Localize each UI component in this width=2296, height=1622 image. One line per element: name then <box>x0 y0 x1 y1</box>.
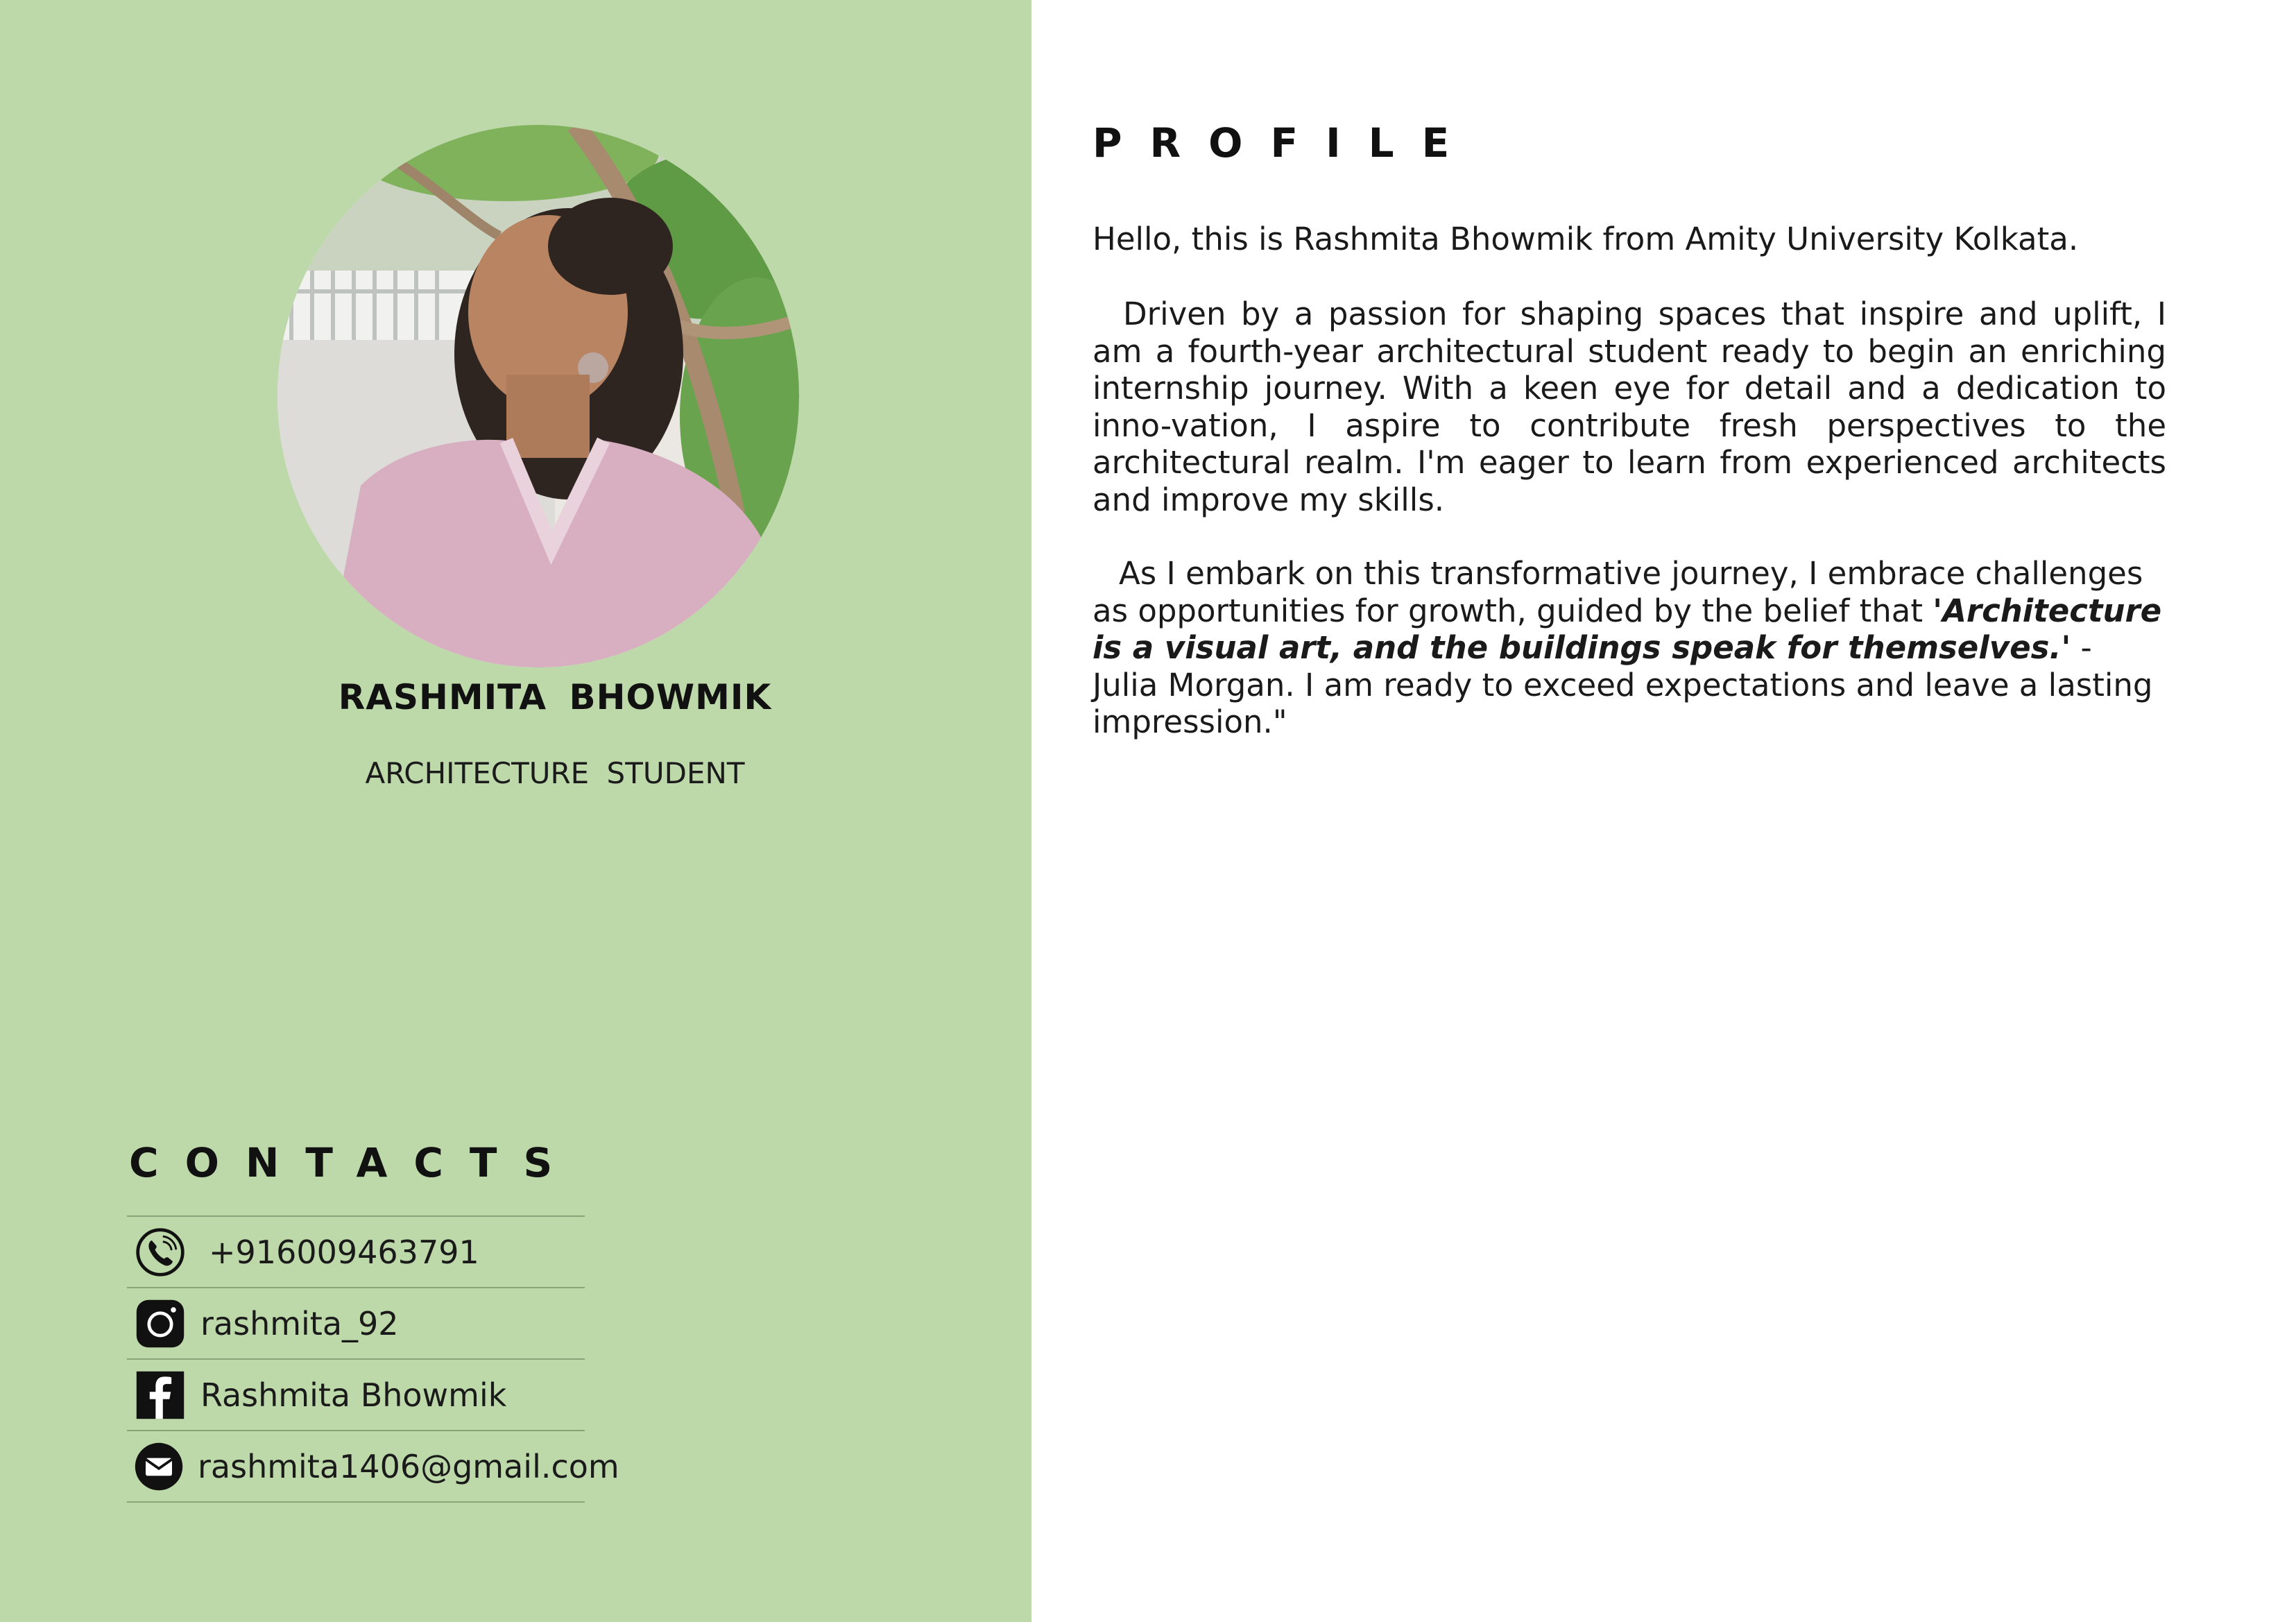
contact-facebook <box>127 1358 585 1430</box>
paragraph-3-text: As I embark on this transformative journey, I embrace challenges as opportunities for growth, guided by the belief that <box>1093 555 2143 629</box>
profile-photo <box>277 125 799 667</box>
facebook-icon <box>132 1367 188 1423</box>
person-role: ARCHITECTURE STUDENT <box>365 756 745 790</box>
contact-list <box>127 1215 619 1503</box>
contact-phone-text[interactable]: +916009463791 <box>209 1233 479 1271</box>
person-name: RASHMITA BHOWMIK <box>338 677 772 717</box>
profile-paragraph-2: Driven by a passion for shaping spaces that inspire and uplift, I am a fourth-year architectural student ready to begin an enriching internship journey. With a keen eye for detail and a dedication to inno-vation, I aspire to contribute fresh perspectives to the architectural realm. I'm eager to learn from experienced architects and improve my skills. <box>1093 296 2166 518</box>
contacts-heading: CONTACTS <box>129 1139 579 1186</box>
contact-facebook-text[interactable]: Rashmita Bhowmik <box>200 1376 507 1414</box>
contact-phone <box>127 1215 585 1287</box>
profile-heading: PROFILE <box>1093 119 1477 167</box>
phone-icon <box>132 1224 188 1280</box>
paragraph-3-end: - Julia Morgan. I am ready to exceed expectations and leave a lasting impression." <box>1093 629 2153 740</box>
contact-instagram-text[interactable]: rashmita_92 <box>200 1304 399 1342</box>
instagram-icon <box>132 1296 188 1351</box>
left-sidebar <box>0 0 1031 1622</box>
profile-paragraph-3 <box>1093 555 2166 741</box>
contact-email-text[interactable]: rashmita1406@gmail.com <box>198 1447 619 1485</box>
contact-email <box>127 1430 619 1503</box>
contact-instagram <box>127 1287 585 1358</box>
profile-intro: Hello, this is Rashmita Bhowmik from Amity University Kolkata. <box>1093 221 2079 257</box>
quote-text: 'Architecture is a visual art, and the buildings speak for themselves.' <box>1093 592 2162 666</box>
email-icon <box>132 1439 185 1494</box>
